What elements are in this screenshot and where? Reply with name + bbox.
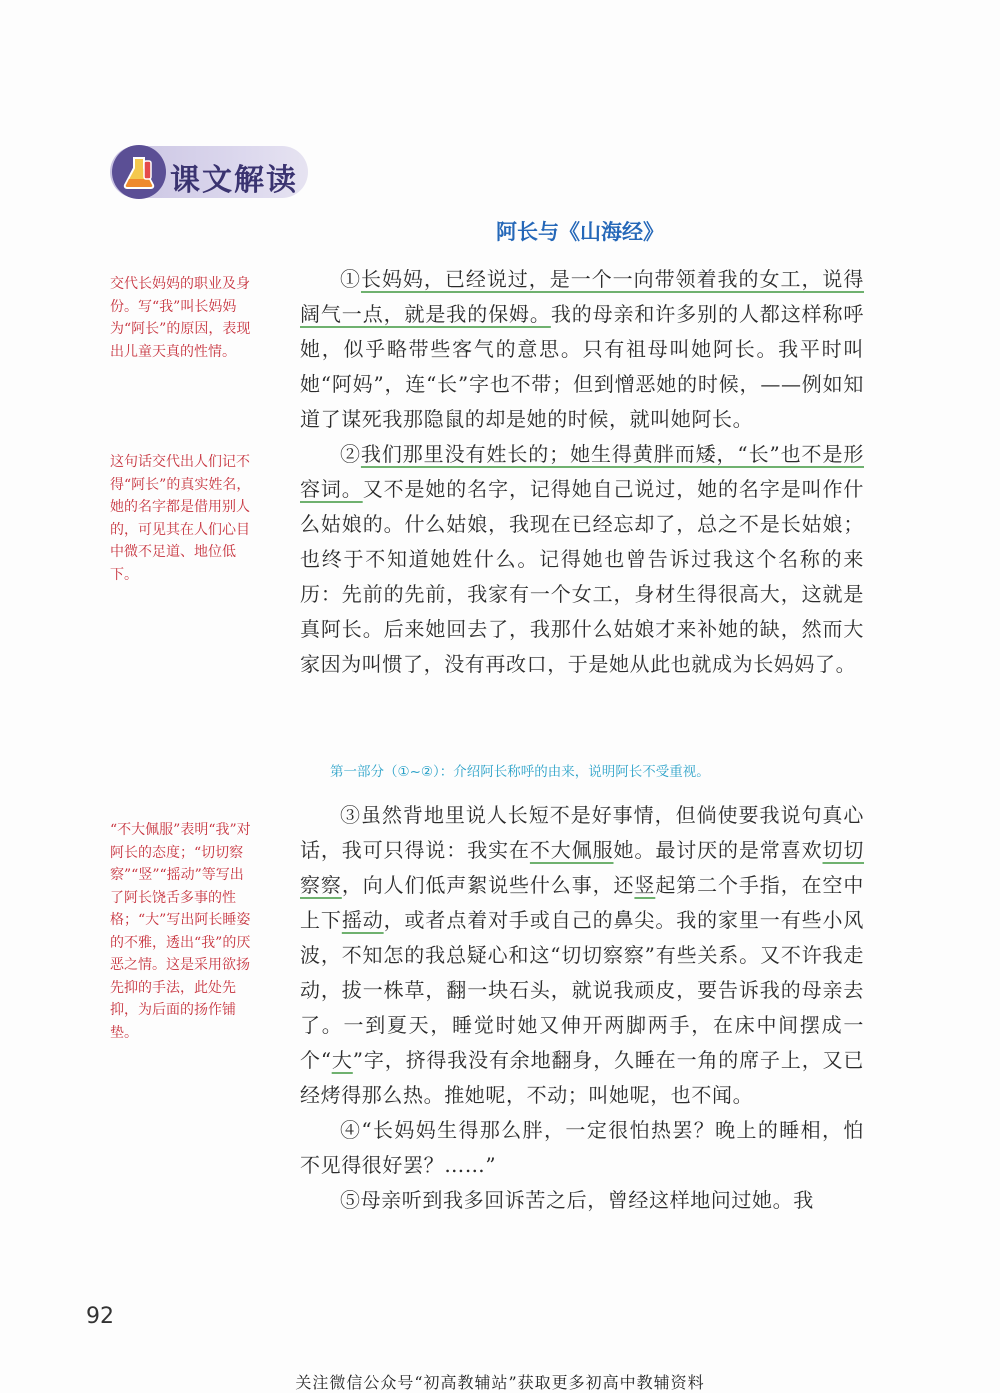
- paragraph-number: ④: [340, 1118, 362, 1142]
- underlined-text: 大: [331, 1048, 353, 1072]
- paragraph-5: [300, 1183, 864, 1218]
- underlined-text: 摇动: [341, 908, 384, 932]
- part-summary: 第一部分（①~②）：介绍阿长称呼的由来，说明阿长不受重视。: [330, 764, 710, 780]
- footer-notice: 关注微信公众号“初高教辅站”获取更多初高中教辅资料: [295, 1373, 705, 1392]
- paragraph-number: ③: [340, 803, 361, 827]
- article-title: 阿长与《山海经》: [496, 220, 664, 244]
- paragraph-text: ，向人们低声絮说些什么事，还: [341, 873, 635, 897]
- margin-note-2: 这句话交代出人们记不得“阿长”的真实姓名，她的名字都是借用别人的，可见其在人们心目中微不足道、地位低下。: [110, 454, 251, 583]
- underlined-text: 不大佩服: [529, 838, 614, 862]
- paragraph-text: ”字，挤得我没有余地翻身，久睡在一角的席子上，又已经烤得那么热。推她呢，不动；叫她呢，也不闻。: [300, 1048, 864, 1107]
- paragraph-text: 她。最讨厌的是常喜欢: [613, 838, 823, 862]
- paragraph-text: 母亲听到我多回诉苦之后，曾经这样地问过她。我: [360, 1188, 814, 1212]
- section-title: 课文解读: [170, 163, 298, 198]
- paragraph-text: ，或者点着对手或自己的鼻尖。我的家里一有些小风波，不知怎的我总疑心和这“切切察察”有些关系。又不许我走动，拔一株草，翻一块石头，就说我顽皮，要告诉我的母亲去了。一到夏天，睡觉时她又伸开两脚两手，在床中间摆成一个“: [300, 908, 865, 1072]
- underlined-text: 切切察察: [300, 838, 865, 897]
- underlined-text: 长妈妈，已经说过，是一个一向带领着我的女工，说得阔气一点，就是我的保姆。: [300, 267, 864, 326]
- underlined-text: 我们那里没有姓长的；她生得黄胖而矮，“长”也不是形容词。: [300, 442, 864, 501]
- underlined-text: 竖: [634, 873, 656, 897]
- paragraph-number: ①: [340, 267, 361, 291]
- paragraph-2: [300, 437, 864, 682]
- paragraph-text: 又不是她的名字，记得她自己说过，她的名字是叫作什么姑娘的。什么姑娘，我现在已经忘却了，总之不是长姑娘；也终于不知道她姓什么。记得她也曾告诉过我这个名称的来历：先前的先前，我家有一个女工，身材生得很高大，这就是真阿长。后来她回去了，我那什么姑娘才来补她的缺，然而大家因为叫惯了，没有再改口，于是她从此也就成为长妈妈了。: [300, 477, 864, 676]
- margin-note-3: “不大佩服”表明“我”对阿长的态度；“切切察察”“竖”“摇动”等写出了阿长饶舌多事的性格；“大”写出阿长睡姿的不雅，透出“我”的厌恶之情。这是采用欲扬先抑的手法，此处先抑，为后面的扬作铺垫。: [110, 822, 251, 1041]
- flask-icon: [120, 153, 158, 191]
- page-number: 92: [86, 1304, 114, 1329]
- paragraph-number: ⑤: [340, 1188, 361, 1212]
- margin-note-1: 交代长妈妈的职业及身份。写“我”叫长妈妈为“阿长”的原因，表现出儿童天真的性情。: [110, 276, 251, 360]
- body-part-1: [300, 262, 864, 682]
- paragraph-text: 起第二个手指，在空中上下: [300, 873, 865, 932]
- paragraph-text: “长妈妈生得那么胖，一定很怕热罢？晚上的睡相，怕不见得很好罢？……”: [300, 1118, 864, 1177]
- body-part-2: [300, 798, 864, 1218]
- paragraph-text: 我的母亲和许多别的人都这样称呼她，似乎略带些客气的意思。只有祖母叫她阿长。我平时叫她“阿妈”，连“长”字也不带；但到憎恶她的时候，——例如知道了谋死我那隐鼠的却是她的时候，就叫她阿长。: [300, 302, 865, 431]
- paragraph-3: [300, 798, 864, 1113]
- paragraph-1: [300, 262, 864, 437]
- paragraph-number: ②: [340, 442, 361, 466]
- paragraph-4: [300, 1113, 864, 1183]
- paragraph-text: 虽然背地里说人长短不是好事情，但倘使要我说句真心话，我可只得说：我实在: [300, 803, 864, 862]
